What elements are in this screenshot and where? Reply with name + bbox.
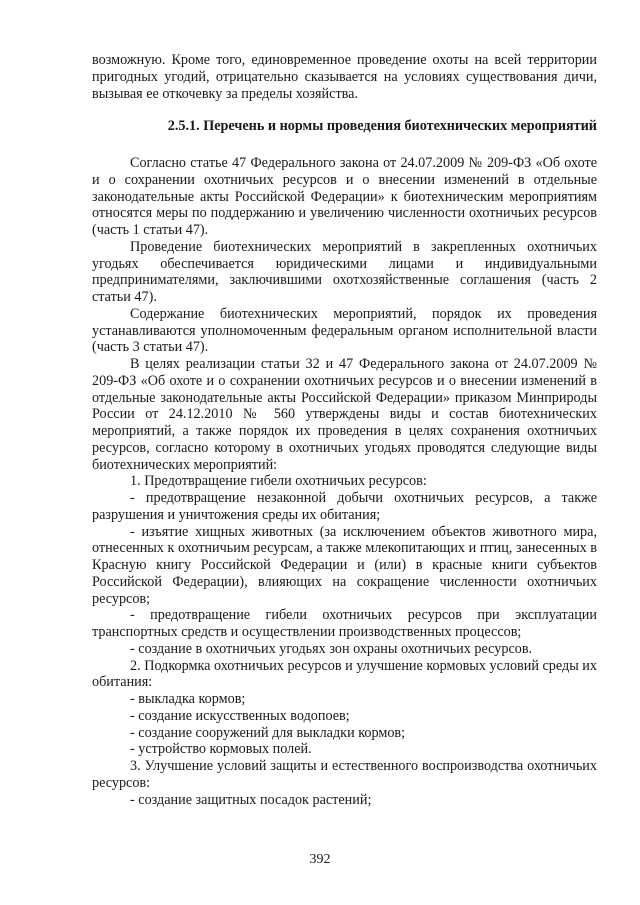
page-number: 392: [309, 852, 331, 867]
list-heading: 1. Предотвращение гибели охотничьих ресурсов:: [130, 473, 427, 490]
intro-paragraph: возможную. Кроме того, единовременное проведение охоты на всей территории пригодных угодий, отрицательно сказывается на условиях существования дичи, вызывая ее откочевку за пределы хозяйства.: [92, 52, 597, 102]
list-item: - создание искусственных водопоев;: [130, 707, 350, 724]
list-heading: 3. Улучшение условий защиты и естественного воспроизводства охотничьих ресурсов:: [92, 758, 597, 791]
list-item: - предотвращение незаконной добычи охотничьих ресурсов, а также разрушения и уничтожения среды их обитания;: [92, 490, 597, 523]
list-item: - выкладка кормов;: [130, 691, 246, 707]
paragraph: Согласно статье 47 Федерального закона от 24.07.2009 № 209-ФЗ «Об охоте и о сохранении охотничьих ресурсов и о внесении изменений в отдельные законодательные акты Российской Федерации» к биотехническим мероприятиям относятся меры по поддержанию и увеличению численности охотничьих ресурсов (часть 1 статьи 47).: [92, 155, 597, 238]
list-heading: 2. Подкормка охотничьих ресурсов и улучшение кормовых условий среды их обитания:: [92, 657, 597, 691]
list-item: - устройство кормовых полей.: [130, 741, 312, 758]
page-text: [92, 52, 597, 808]
list-item: - создание в охотничьих угодьях зон охраны охотничьих ресурсов.: [130, 640, 533, 657]
list-item: - создание сооружений для выкладки кормов;: [130, 724, 406, 741]
list-item: - создание защитных посадок растений;: [130, 791, 372, 808]
list-item: - предотвращение гибели охотничьих ресурсов при эксплуатации транспортных средств и осуществлении производственных процессов;: [92, 607, 597, 640]
list-item: - изъятие хищных животных (за исключением объектов животного мира, отнесенных к охотничьим ресурсам, а также млекопитающих и птиц, занесенных в Красную книгу Российской Федерации и (или) в красные книги субъектов Российской Федерации), влияющих на сокращение численности охотничьих ресурсов;: [92, 523, 597, 607]
paragraph: Проведение биотехнических мероприятий в закрепленных охотничьих угодьях обеспечивается юридическими лицами и индивидуальными предпринимателями, заключившими охотхозяйственные соглашения (часть 2 статьи 47).: [92, 238, 597, 305]
paragraph: Содержание биотехнических мероприятий, порядок их проведения устанавливаются уполномоченным федеральным органом исполнительной власти (часть 3 статьи 47).: [92, 305, 597, 356]
paragraph: В целях реализации статьи 32 и 47 Федерального закона от 24.07.2009 № 209-ФЗ «Об охоте и о сохранении охотничьих ресурсов и о внесении изменений в отдельные законодательные акты Российской Федерации» приказом Минприроды России от 24.12.2010 № 560 утверждены виды и состав биотехнических мероприятий, а также порядок их проведения в целях сохранения охотничьих ресурсов, согласно которому в охотничьих угодьях проводятся следующие виды биотехнических мероприятий:: [92, 356, 597, 473]
section-heading: 2.5.1. Перечень и нормы проведения биотехнических мероприятий: [167, 118, 597, 135]
